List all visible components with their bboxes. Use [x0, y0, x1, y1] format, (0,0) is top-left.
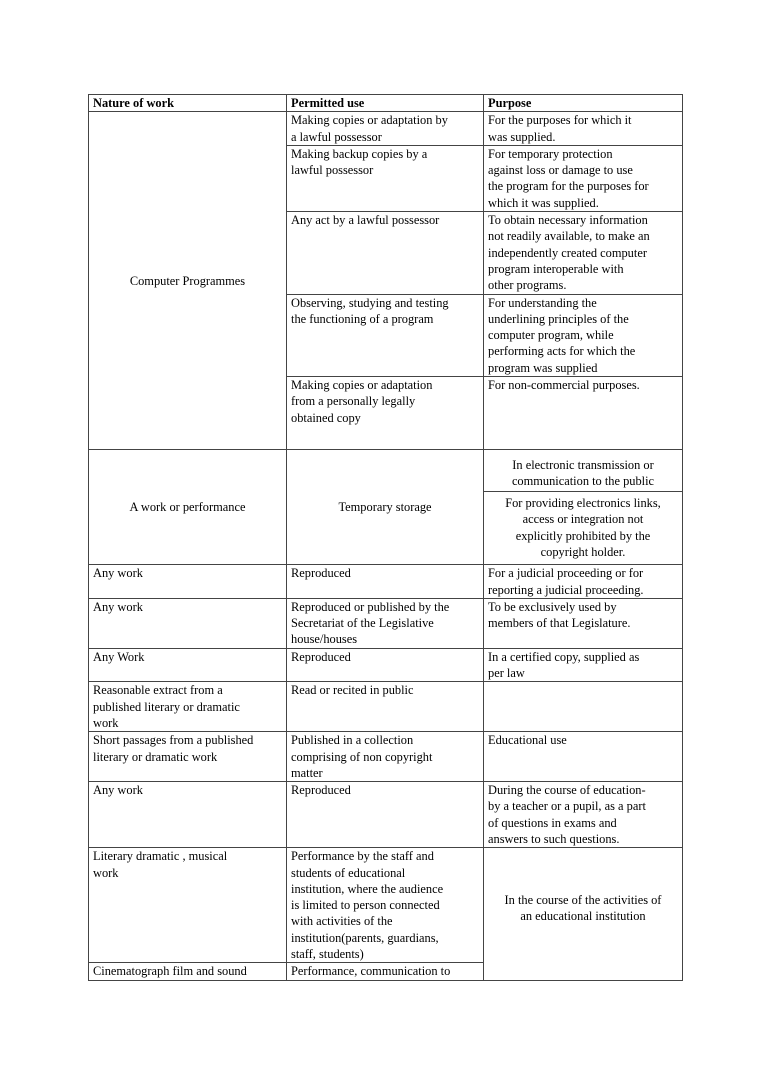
table-row: [89, 565, 683, 599]
nature-cell: Any work: [89, 598, 287, 648]
permitted-use-cell: Performance, communication to: [287, 963, 484, 980]
permitted-use-cell: Reproduced: [287, 648, 484, 682]
nature-cell: Cinematograph film and sound: [89, 963, 287, 980]
purpose-cell: To be exclusively used by members of that Legislature.: [484, 598, 683, 648]
header-permitted-use: Permitted use: [287, 95, 484, 112]
purpose-cell: To obtain necessary information not readily available, to make an independently created computer program interoperable with other programs.: [484, 212, 683, 294]
permitted-use-cell: Published in a collection comprising of non copyright matter: [287, 732, 484, 782]
purpose-cell: Educational use: [484, 732, 683, 782]
purpose-cell: For temporary protection against loss or damage to use the program for the purposes for which it was supplied.: [484, 145, 683, 211]
purpose-cell: In a certified copy, supplied as per law: [484, 648, 683, 682]
purpose-cell: For the purposes for which it was supplied.: [484, 112, 683, 146]
nature-cell: Any work: [89, 565, 287, 599]
purpose-cell: [484, 682, 683, 732]
permitted-use-cell: Making copies or adaptation from a personally legally obtained copy: [287, 377, 484, 450]
nature-cell: Reasonable extract from a published literary or dramatic work: [89, 682, 287, 732]
table-row: [89, 682, 683, 732]
purpose-cell: For non-commercial purposes.: [484, 377, 683, 450]
permitted-use-cell: Making copies or adaptation by a lawful possessor: [287, 112, 484, 146]
table-row: [89, 648, 683, 682]
permitted-use-cell: Reproduced: [287, 565, 484, 599]
educational-purpose-cell: In the course of the activities of an educational institution: [484, 848, 683, 980]
table-row: [89, 112, 683, 146]
nature-cell: Literary dramatic , musical work: [89, 848, 287, 963]
table-row: [89, 848, 683, 963]
table-header-row: [89, 95, 683, 112]
purpose-cell: During the course of education- by a teacher or a pupil, as a part of questions in exams and answers to such questions.: [484, 782, 683, 848]
nature-cell: Short passages from a published literary or dramatic work: [89, 732, 287, 782]
permitted-use-cell: Performance by the staff and students of educational institution, where the audience is limited to person connected with activities of the institution(parents, guardians, staff, students): [287, 848, 484, 963]
computer-programmes-cell: Computer Programmes: [89, 112, 287, 450]
permitted-use-cell: Making backup copies by a lawful possessor: [287, 145, 484, 211]
nature-cell: Any work: [89, 782, 287, 848]
header-purpose: Purpose: [484, 95, 683, 112]
permitted-use-cell: Read or recited in public: [287, 682, 484, 732]
permitted-use-cell: Any act by a lawful possessor: [287, 212, 484, 294]
purpose-cell: For providing electronics links, access or integration not explicitly prohibited by the copyright holder.: [484, 492, 683, 565]
nature-cell: Any Work: [89, 648, 287, 682]
purpose-cell: For understanding the underlining principles of the computer program, while performing acts for which the program was supplied: [484, 294, 683, 376]
permitted-uses-table: [88, 94, 683, 981]
permitted-use-cell: Observing, studying and testing the functioning of a program: [287, 294, 484, 376]
temporary-storage-cell: Temporary storage: [287, 450, 484, 565]
table-row: [89, 732, 683, 782]
purpose-cell: For a judicial proceeding or for reporting a judicial proceeding.: [484, 565, 683, 599]
table-row: [89, 782, 683, 848]
permitted-use-cell: Reproduced: [287, 782, 484, 848]
work-or-performance-cell: A work or performance: [89, 450, 287, 565]
header-nature-of-work: Nature of work: [89, 95, 287, 112]
table-row: [89, 450, 683, 492]
permitted-use-cell: Reproduced or published by the Secretariat of the Legislative house/houses: [287, 598, 484, 648]
purpose-cell: In electronic transmission or communication to the public: [484, 450, 683, 492]
table-row: [89, 598, 683, 648]
